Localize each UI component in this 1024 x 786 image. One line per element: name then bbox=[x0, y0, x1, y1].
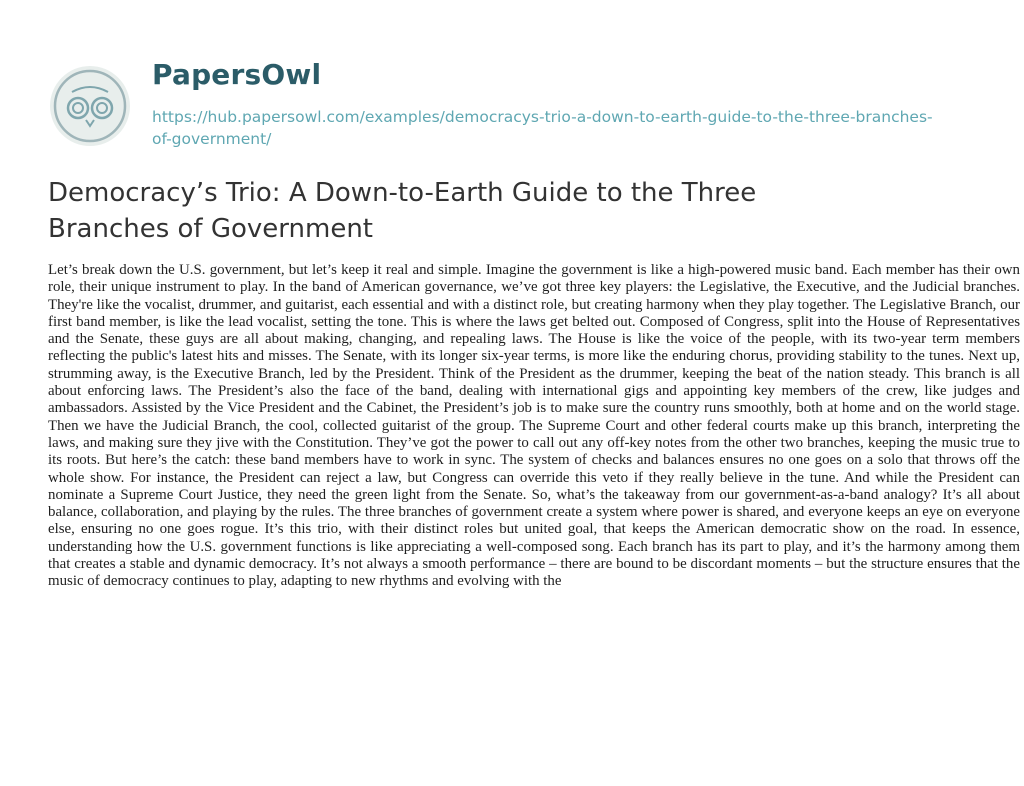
page-title: Democracy’s Trio: A Down-to-Earth Guide to the Three Branches of Government bbox=[48, 178, 757, 244]
essay-body: Let’s break down the U.S. government, but let’s keep it real and simple. Imagine the government is like a high-powered music band. Each member has their own role, their unique instrument to play. In the band of American governance, we’ve got three key players: the Legislative, the Executive, and the Judicial branches. They're like the vocalist, drummer, and guitarist, each essential and with a distinct role, but creating harmony when they play together. The Legislative Branch, our first band member, is like the lead vocalist, setting the tone. This is where the laws get belted out. Composed of Congress, split into the House of Representatives and the Senate, these guys are all about making, changing, and repealing laws. The House is like the voice of the people, with its two-year term members reflecting the public's latest hits and misses. The Senate, with its longer six-year terms, is more like the enduring chorus, providing stability to the tunes. Next up, strumming away, is the Executive Branch, led by the President. Think of the President as the drummer, keeping the beat of the nation steady. This branch is all about enforcing laws. The President’s also the face of the band, dealing with international gigs and appointing key members of the crew, like judges and ambassadors. Assisted by the Vice President and the Cabinet, the President’s job is to make sure the country runs smoothly, both at home and on the world stage. Then we have the Judicial Branch, the cool, collected guitarist of the group. The Supreme Court and other federal courts make up this branch, interpreting the laws, and making sure they jive with the Constitution. They’ve got the power to call out any off-key notes from the other two branches, keeping the music true to its roots. But here’s the catch: these band members have to work in sync. The system of checks and balances ensures no one goes on a solo that throws off the whole show. For instance, the President can reject a law, but Congress can override this veto if they really believe in the tune. And while the President can nominate a Supreme Court Justice, they need the green light from the Senate. So, what’s the takeaway from our government-as-a-band analogy? It’s all about balance, collaboration, and playing by the rules. The three branches of government create a system where power is shared, and everyone keeps an eye on everyone else, ensuring no one goes rogue. It’s this trio, with their distinct roles but united goal, that keeps the American democratic show on the road. In essence, understanding how the U.S. government functions is like appreciating a well-composed song. Each branch has its part to play, and it’s the harmony among them that creates a stable and dynamic democracy. It’s not always a smooth performance – there are bound to be discordant moments – but the structure ensures that the music of democracy continues to play, adapting to new rhythms and evolving with the bbox=[48, 262, 1020, 590]
owl-logo-icon bbox=[48, 64, 132, 148]
brand-name: PapersOwl bbox=[152, 58, 322, 91]
source-url[interactable]: https://hub.papersowl.com/examples/democracys-trio-a-down-to-earth-guide-to-the-three-branches-of-government/ bbox=[152, 108, 933, 148]
